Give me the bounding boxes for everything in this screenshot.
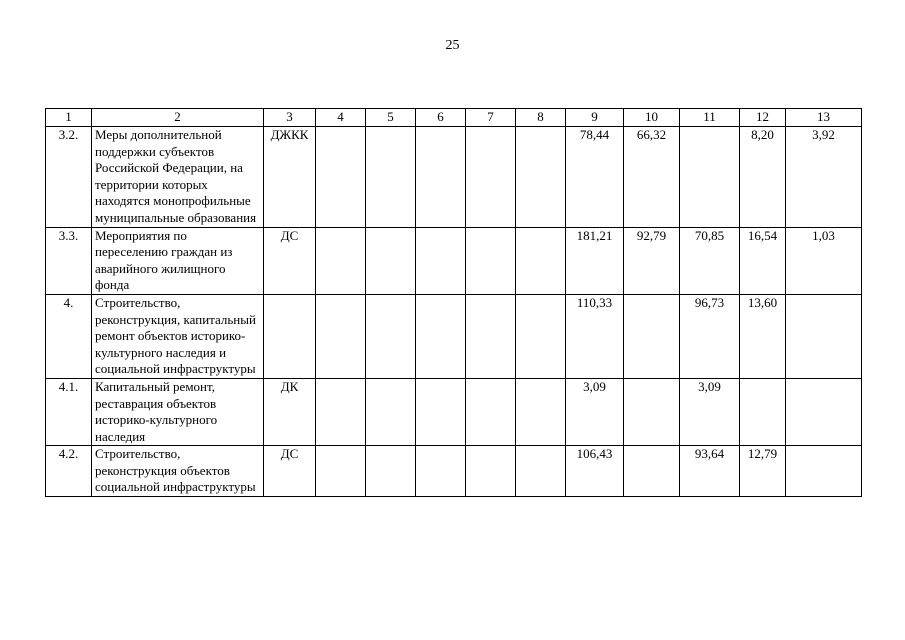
value-cell xyxy=(416,294,466,378)
value-cell: 78,44 xyxy=(566,127,624,228)
value-cell xyxy=(786,294,862,378)
value-cell xyxy=(316,127,366,228)
value-cell xyxy=(416,446,466,497)
value-cell: 93,64 xyxy=(680,446,740,497)
value-cell xyxy=(316,378,366,445)
value-cell: 70,85 xyxy=(680,227,740,294)
value-cell xyxy=(466,227,516,294)
measure-name: Строительство, реконструкция объектов социальной инфраструктуры xyxy=(92,446,264,497)
value-cell: 8,20 xyxy=(740,127,786,228)
executor-cell: ДК xyxy=(264,378,316,445)
value-cell xyxy=(466,294,516,378)
value-cell: 96,73 xyxy=(680,294,740,378)
value-cell xyxy=(680,127,740,228)
column-header: 8 xyxy=(516,109,566,127)
table-row xyxy=(46,127,862,228)
header-row xyxy=(46,109,862,127)
value-cell xyxy=(416,378,466,445)
row-number: 4.1. xyxy=(46,378,92,445)
value-cell xyxy=(366,294,416,378)
measure-name: Меры дополнительной поддержки субъектов Российской Федерации, на территории которых находятся монопрофильные муниципальные образования xyxy=(92,127,264,228)
value-cell: 3,09 xyxy=(566,378,624,445)
column-header: 2 xyxy=(92,109,264,127)
value-cell xyxy=(366,446,416,497)
executor-cell xyxy=(264,294,316,378)
column-header: 4 xyxy=(316,109,366,127)
value-cell: 13,60 xyxy=(740,294,786,378)
value-cell: 106,43 xyxy=(566,446,624,497)
value-cell xyxy=(740,378,786,445)
value-cell: 1,03 xyxy=(786,227,862,294)
value-cell xyxy=(516,227,566,294)
value-cell: 92,79 xyxy=(624,227,680,294)
column-header: 3 xyxy=(264,109,316,127)
row-number: 4. xyxy=(46,294,92,378)
value-cell xyxy=(624,446,680,497)
value-cell: 181,21 xyxy=(566,227,624,294)
value-cell xyxy=(316,227,366,294)
value-cell: 3,92 xyxy=(786,127,862,228)
measure-name: Капитальный ремонт, реставрация объектов историко-культурного наследия xyxy=(92,378,264,445)
value-cell xyxy=(786,446,862,497)
column-header: 7 xyxy=(466,109,516,127)
value-cell xyxy=(366,378,416,445)
value-cell xyxy=(516,446,566,497)
row-number: 3.2. xyxy=(46,127,92,228)
executor-cell: ДС xyxy=(264,446,316,497)
value-cell: 66,32 xyxy=(624,127,680,228)
value-cell xyxy=(786,378,862,445)
value-cell xyxy=(366,127,416,228)
value-cell xyxy=(516,127,566,228)
column-header: 6 xyxy=(416,109,466,127)
table-row xyxy=(46,294,862,378)
value-cell xyxy=(416,227,466,294)
value-cell xyxy=(316,294,366,378)
value-cell: 110,33 xyxy=(566,294,624,378)
column-header: 13 xyxy=(786,109,862,127)
table-row xyxy=(46,227,862,294)
page-number: 25 xyxy=(445,38,460,53)
value-cell xyxy=(516,378,566,445)
value-cell xyxy=(466,127,516,228)
column-header: 12 xyxy=(740,109,786,127)
value-cell xyxy=(466,378,516,445)
row-number: 3.3. xyxy=(46,227,92,294)
value-cell xyxy=(416,127,466,228)
value-cell xyxy=(316,446,366,497)
value-cell: 16,54 xyxy=(740,227,786,294)
measure-name: Строительство, реконструкция, капитальный ремонт объектов историко-культурного наследия и социальной инфраструктуры xyxy=(92,294,264,378)
value-cell xyxy=(624,294,680,378)
measure-name: Мероприятия по переселению граждан из аварийного жилищного фонда xyxy=(92,227,264,294)
executor-cell: ДЖКК xyxy=(264,127,316,228)
table-row xyxy=(46,378,862,445)
column-header: 9 xyxy=(566,109,624,127)
executor-cell: ДС xyxy=(264,227,316,294)
column-header: 10 xyxy=(624,109,680,127)
column-header: 5 xyxy=(366,109,416,127)
value-cell xyxy=(366,227,416,294)
value-cell: 12,79 xyxy=(740,446,786,497)
value-cell: 3,09 xyxy=(680,378,740,445)
table-row xyxy=(46,446,862,497)
budget-table xyxy=(45,108,862,497)
value-cell xyxy=(624,378,680,445)
value-cell xyxy=(466,446,516,497)
value-cell xyxy=(516,294,566,378)
row-number: 4.2. xyxy=(46,446,92,497)
column-header: 1 xyxy=(46,109,92,127)
column-header: 11 xyxy=(680,109,740,127)
